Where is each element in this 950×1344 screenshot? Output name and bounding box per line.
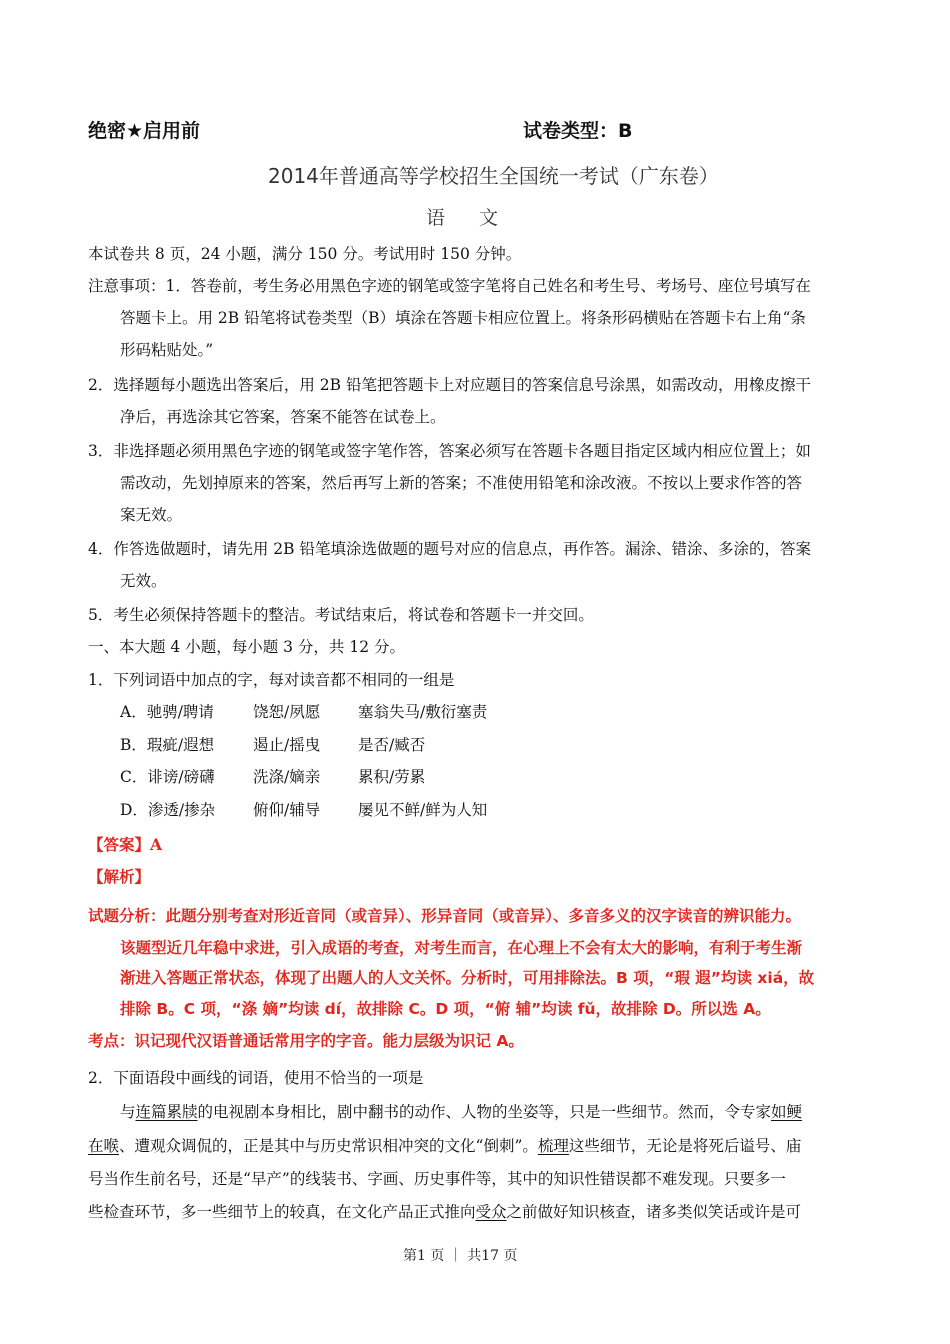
q1-option-a-2: 饶恕/夙愿 bbox=[253, 703, 321, 721]
q1-option-d-1: D．渗透/掺杂 bbox=[120, 801, 216, 819]
q1-option-c-2: 洗涤/嫡亲 bbox=[253, 768, 321, 786]
section-1-heading: 一、本大题 4 小题，每小题 3 分，共 12 分。 bbox=[88, 638, 406, 656]
q2-passage-line-4: 些检查环节，多一些细节上的较真，在文化产品正式推向受众之前做好知识核查，诸多类似笑话或许是可 bbox=[88, 1203, 802, 1221]
underlined-term: 梳理 bbox=[537, 1137, 569, 1155]
question-1-stem: 1．下列词语中加点的字，每对读音都不相同的一组是 bbox=[88, 671, 455, 689]
q1-option-c-1: C．诽谤/磅礴 bbox=[120, 768, 215, 786]
q2-passage-line-3: 号当作生前名号，还是“早产”的线装书、字画、历史事件等，其中的知识性错误都不难发现。只要多一 bbox=[88, 1170, 786, 1188]
question-2-stem: 2．下面语段中画线的词语，使用不恰当的一项是 bbox=[88, 1069, 424, 1087]
note-4-line-2: 无效。 bbox=[120, 572, 167, 590]
q1-analysis-line-4: 排除 B。C 项，“涤 嫡”均读 dí，故排除 C。D 项，“俯 辅”均读 fǔ，故排除 D。所以选 A。 bbox=[120, 1000, 771, 1018]
note-1-line-2: 答题卡上。用 2B 铅笔将试卷类型（B）填涂在答题卡相应位置上。将条形码横贴在答题卡右上角“条 bbox=[120, 309, 806, 327]
q1-analysis-line-1: 试题分析：此题分别考查对形近音同（或音异）、形异音同（或音异）、多音多义的汉字读音的辨识能力。 bbox=[88, 907, 802, 925]
q1-option-b-1: B．瑕疵/遐想 bbox=[120, 736, 215, 754]
q1-option-d-3: 屡见不鲜/鲜为人知 bbox=[358, 801, 488, 819]
note-4-line-1: 4．作答选做题时，请先用 2B 铅笔填涂选做题的题号对应的信息点，再作答。漏涂、错涂、多涂的，答案 bbox=[88, 540, 811, 558]
note-1-line-1: 注意事项：1．答卷前，考生务必用黑色字迹的钢笔或签字笔将自己姓名和考生号、考场号、座位号填写在 bbox=[88, 277, 811, 295]
q1-option-c-3: 累积/劳累 bbox=[358, 768, 426, 786]
underlined-term: 受众 bbox=[475, 1203, 507, 1221]
subject-title: 语文 bbox=[426, 207, 533, 229]
q1-kaodian: 考点：识记现代汉语普通话常用字的字音。能力层级为识记 A。 bbox=[88, 1032, 524, 1050]
underlined-term: 连篇累牍 bbox=[135, 1103, 198, 1121]
q1-option-b-2: 遏止/摇曳 bbox=[253, 736, 321, 754]
q1-option-d-2: 俯仰/辅导 bbox=[253, 801, 321, 819]
exam-title: 2014年普通高等学校招生全国统一考试（广东卷） bbox=[268, 164, 719, 188]
note-3-line-1: 3．非选择题必须用黑色字迹的钢笔或签字笔作答，答案必须写在答题卡各题目指定区域内相应位置上；如 bbox=[88, 442, 811, 460]
q2-passage-line-2: 在喉、遭观众调侃的，正是其中与历史常识相冲突的文化“倒刺”。梳理这些细节，无论是将死后谥号、庙 bbox=[88, 1137, 802, 1155]
q2-passage-line-1: 与连篇累牍的电视剧本身相比，剧中翻书的动作、人物的坐姿等，只是一些细节。然而，令专家如鲠 bbox=[120, 1103, 803, 1121]
note-2-line-1: 2．选择题每小题选出答案后，用 2B 铅笔把答题卡上对应题目的答案信息号涂黑，如需改动，用橡皮擦干 bbox=[88, 376, 811, 394]
q1-analysis-label: 【解析】 bbox=[88, 867, 151, 886]
q1-analysis-line-2: 该题型近几年稳中求进，引入成语的考查，对考生而言，在心理上不会有太大的影响，有利于考生渐 bbox=[120, 939, 803, 957]
page-footer: 第1 页 ｜ 共17 页 bbox=[403, 1248, 518, 1264]
note-3-line-2: 需改动，先划掉原来的答案，然后再写上新的答案；不准使用铅笔和涂改液。不按以上要求作答的答 bbox=[120, 474, 803, 492]
q1-option-b-3: 是否/臧否 bbox=[358, 736, 426, 754]
q1-answer: 【答案】A bbox=[88, 835, 163, 854]
underlined-term: 在喉 bbox=[88, 1137, 120, 1155]
q1-option-a-3: 塞翁失马/敷衍塞责 bbox=[358, 703, 488, 721]
intro-line: 本试卷共 8 页，24 小题，满分 150 分。考试用时 150 分钟。 bbox=[88, 245, 522, 263]
q1-analysis-line-3: 渐进入答题正常状态，体现了出题人的人文关怀。分析时，可用排除法。B 项，“瑕 遐”均读 xiá，故 bbox=[120, 969, 815, 987]
underlined-term: 如鲠 bbox=[771, 1103, 803, 1121]
paper-type-label: 试卷类型：B bbox=[523, 120, 633, 142]
note-2-line-2: 净后，再选涂其它答案，答案不能答在试卷上。 bbox=[120, 408, 446, 426]
note-1-line-3: 形码粘贴处。” bbox=[120, 341, 214, 359]
q1-option-a-1: A．驰骋/聘请 bbox=[120, 703, 214, 721]
note-5-line-1: 5．考生必须保持答题卡的整洁。考试结束后，将试卷和答题卡一并交回。 bbox=[88, 606, 594, 624]
note-3-line-3: 案无效。 bbox=[120, 506, 183, 524]
secrecy-label: 绝密★启用前 bbox=[88, 120, 201, 142]
